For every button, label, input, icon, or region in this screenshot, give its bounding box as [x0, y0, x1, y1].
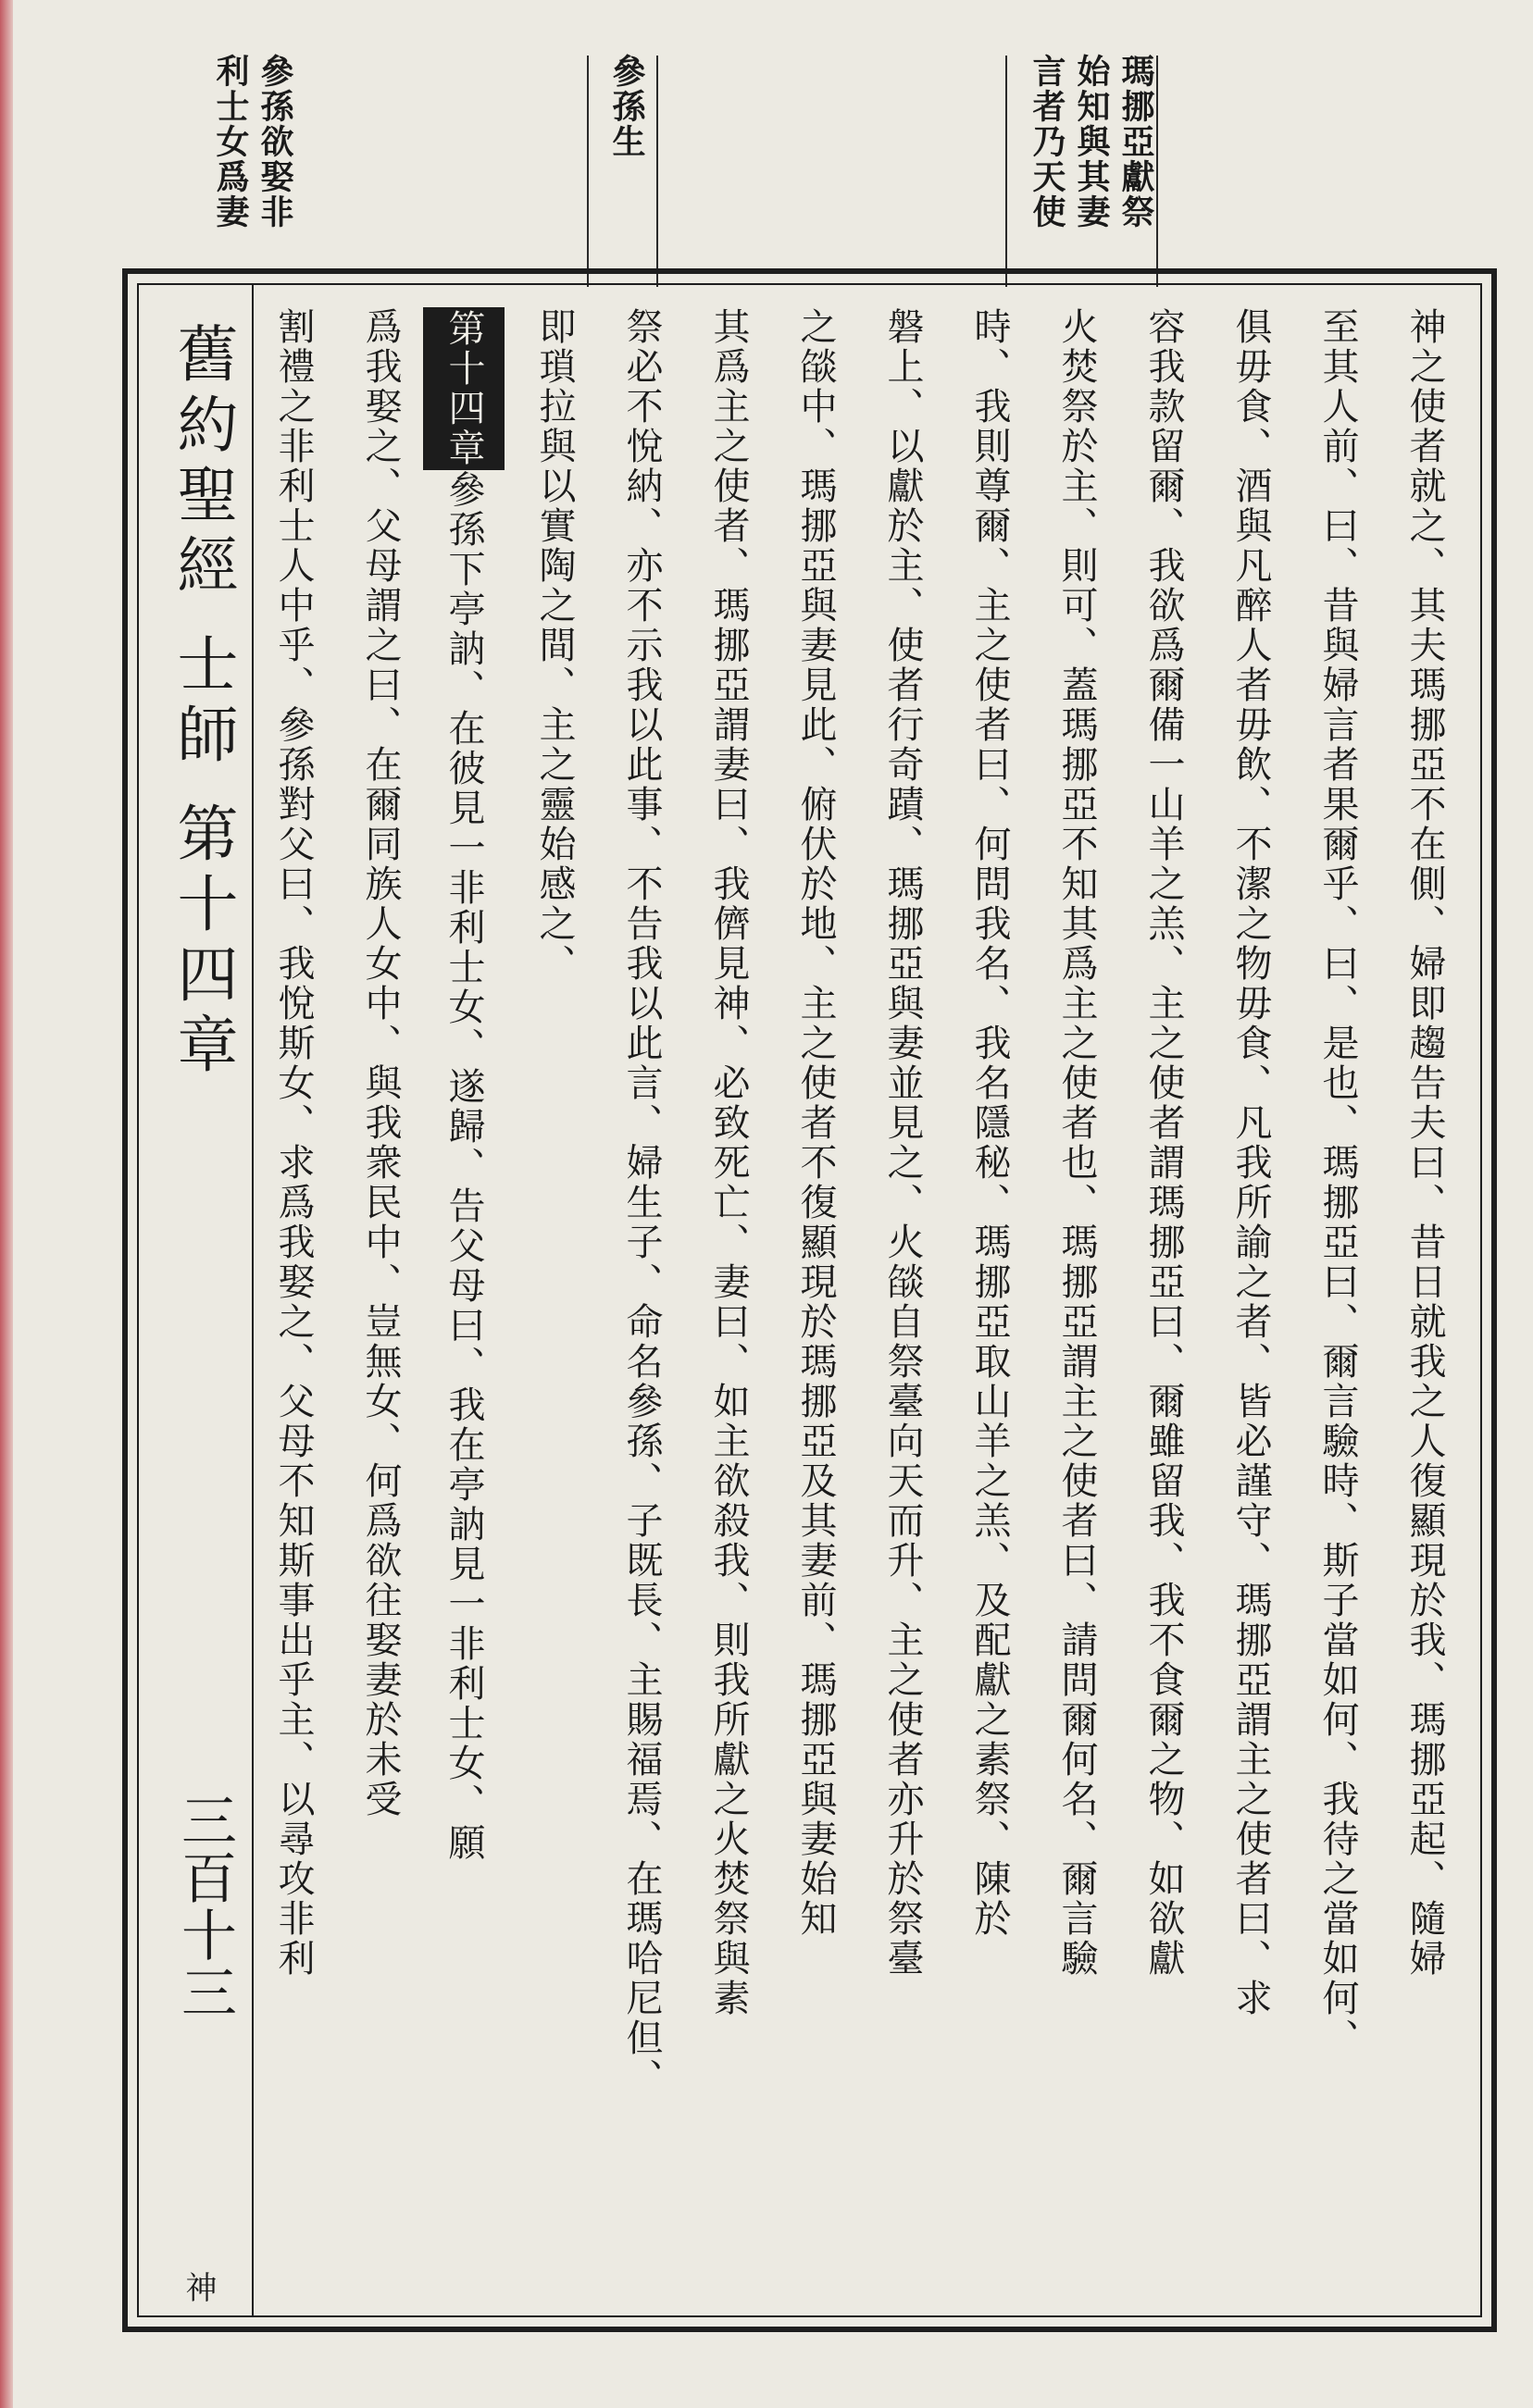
page-number: 三百十三 — [172, 1792, 237, 2021]
headnote-5: 參孫欲娶非 — [256, 54, 294, 230]
text-column-9: 其爲主之使者、瑪挪亞謂妻曰、我儕見神、必致死亡、妻曰、如主欲殺我、則我所獻之火焚祭與素 — [707, 307, 750, 2018]
corner-mark: 神 — [180, 2271, 217, 2302]
chapter-heading: 第十四章 — [423, 307, 505, 470]
headnote-area — [211, 46, 1503, 282]
running-title: 舊約聖經 士師 第十四章 — [167, 322, 238, 1083]
text-column-6: 時、我則尊爾、主之使者曰、何問我名、我名隱秘、瑪挪亞取山羊之羔、及配獻之素祭、陳於 — [968, 307, 1011, 1939]
headnote-rule — [587, 56, 589, 287]
text-column-2: 至其人前、曰、昔與婦言者果爾乎、曰、是也、瑪挪亞曰、爾言驗時、斯子當如何、我待之當如何、 — [1316, 307, 1359, 2058]
text-column-7: 磐上、以獻於主、使者行奇蹟、瑪挪亞與妻並見之、火燄自祭臺向天而升、主之使者亦升於祭臺 — [881, 307, 924, 1979]
text-column-14: 割禮之非利士人中乎、參孫對父曰、我悅斯女、求爲我娶之、父母不知斯事出乎主、以尋攻非利 — [272, 307, 315, 1979]
running-title-column — [150, 285, 254, 2315]
headnote-2: 始知與其妻 — [1072, 54, 1111, 230]
scanned-page — [13, 0, 1533, 2408]
headnote-6: 利士女爲妻 — [211, 54, 250, 230]
text-column-10: 祭必不悅納、亦不示我以此事、不告我以此言、婦生子、命名參孫、子既長、主賜福焉、在瑪哈尼但、 — [620, 307, 663, 2098]
text-frame — [122, 268, 1497, 2332]
headnote-3: 言者乃天使 — [1028, 54, 1066, 230]
text-column-12: 第十四章參孫下亭訥、在彼見一非利士女、遂歸、告父母曰、我在亭訥見一非利士女、願 — [423, 307, 505, 2297]
text-column-4: 容我款留爾、我欲爲爾備一山羊之羔、主之使者謂瑪挪亞曰、爾雖留我、我不食爾之物、如欲獻 — [1142, 307, 1185, 1979]
text-column-5: 火焚祭於主、則可、蓋瑪挪亞不知其爲主之使者也、瑪挪亞謂主之使者曰、請問爾何名、爾言驗 — [1055, 307, 1098, 1979]
text-column-13: 爲我娶之、父母謂之曰、在爾同族人女中、與我衆民中、豈無女、何爲欲往娶妻於未受 — [359, 307, 402, 1819]
text-column-1: 神之使者就之、其夫瑪挪亞不在側、婦即趨告夫曰、昔日就我之人復顯現於我、瑪挪亞起、隨婦 — [1403, 307, 1446, 1979]
text-column-11: 即瑣拉與以實陶之間、主之靈始感之、 — [533, 307, 576, 984]
text-column-8: 之燄中、瑪挪亞與妻見此、俯伏於地、主之使者不復顯現於瑪挪亞及其妻前、瑪挪亞與妻始知 — [794, 307, 837, 1939]
text-column-3: 俱毋食、酒與凡醉人者毋飲、不潔之物毋食、凡我所諭之者、皆必謹守、瑪挪亞謂主之使者曰、求 — [1229, 307, 1272, 2018]
headnote-1: 瑪挪亞獻祭 — [1116, 54, 1155, 230]
headnote-rule — [1005, 56, 1007, 287]
headnote-4: 參孫生 — [607, 54, 646, 159]
headnote-rule — [656, 56, 658, 287]
page-edge — [0, 0, 13, 2408]
inline-notes — [13, 0, 14, 1]
text-frame-inner — [137, 283, 1482, 2317]
body-text — [259, 285, 1480, 2315]
